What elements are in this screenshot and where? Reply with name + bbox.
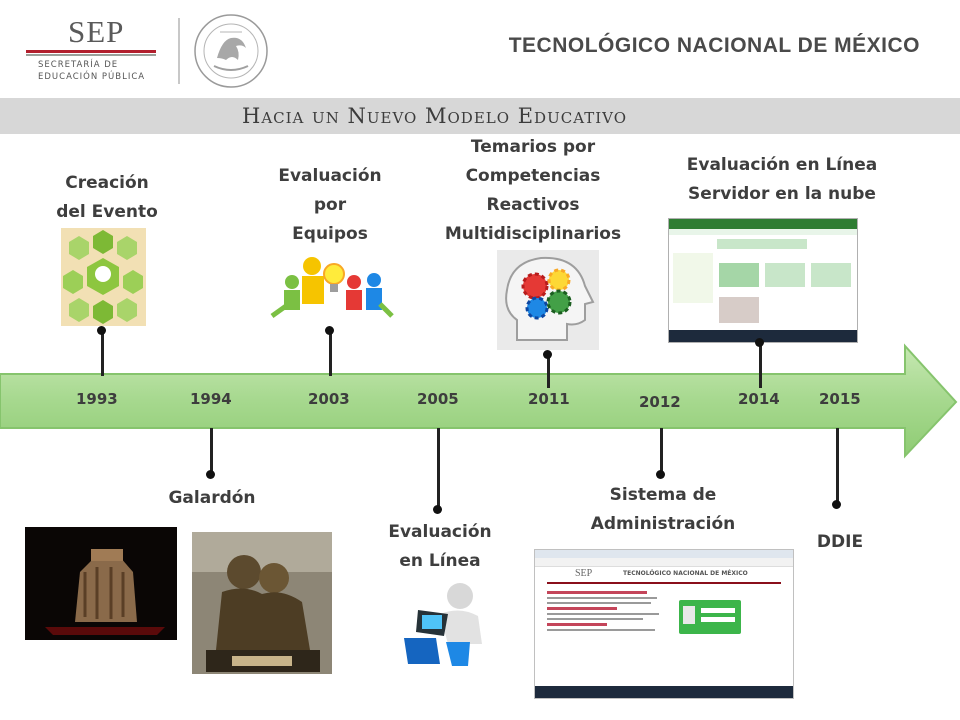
sep-logo — [18, 14, 168, 86]
cloud-server-screenshot — [668, 218, 858, 343]
event-2012-label — [578, 481, 748, 539]
admin-sep-logo: SEP — [575, 568, 593, 579]
mexico-seal-icon — [192, 12, 270, 90]
banner-title: Hacia un Nuevo Modelo Educativo — [242, 104, 627, 128]
team-puzzle-icon — [242, 246, 422, 324]
admin-header-rule — [547, 582, 781, 584]
event-1993-dot — [97, 326, 106, 335]
event-2005-stem — [437, 428, 440, 510]
event-2003-label — [265, 162, 395, 249]
event-1993-line1: Creación — [65, 173, 149, 193]
event-2014-label — [674, 151, 890, 209]
admin-login-panel — [679, 600, 741, 634]
event-1994-label: Galardón — [168, 488, 256, 508]
year-1993: 1993 — [76, 390, 118, 408]
event-2011-label — [430, 133, 636, 249]
event-2005-line1: Evaluación — [388, 522, 492, 542]
institution-name: TECNOLÓGICO NACIONAL DE MÉXICO — [508, 34, 920, 57]
event-2014-line1: Evaluación en Línea — [686, 155, 878, 175]
event-2011-line1: Temarios por — [470, 137, 596, 157]
hexagon-science-icon — [61, 228, 146, 326]
year-2015: 2015 — [819, 390, 861, 408]
event-2003-stem — [329, 330, 332, 376]
team-puzzle-image — [242, 246, 422, 324]
event-1993-label — [52, 169, 162, 227]
cloud-thumbnail — [719, 297, 759, 323]
event-2015-dot — [832, 500, 841, 509]
cloud-header-band — [717, 239, 807, 249]
event-2005-label — [378, 518, 502, 576]
event-2014-line2: Servidor en la nube — [688, 184, 876, 204]
event-2003-line1: Evaluación — [278, 166, 382, 186]
event-2003-dot — [325, 326, 334, 335]
admin-taskbar — [535, 686, 793, 698]
head-gears-image — [497, 250, 599, 350]
sep-gray-rule — [26, 54, 156, 56]
trophy-photo-1 — [25, 527, 177, 640]
cloud-sidebar — [673, 253, 713, 303]
event-2012-line2: Administración — [590, 514, 736, 534]
sep-logo-text: SEP — [68, 14, 125, 49]
event-2011-line3: Reactivos — [486, 195, 580, 215]
event-2014-stem — [759, 346, 762, 388]
event-2003-line2: por — [313, 195, 347, 215]
event-2012-line1: Sistema de — [609, 485, 717, 505]
header-divider — [178, 18, 180, 84]
year-2012: 2012 — [639, 393, 681, 411]
year-1994: 1994 — [190, 390, 232, 408]
event-2005-line2: en Línea — [399, 551, 481, 571]
year-2011: 2011 — [528, 390, 570, 408]
cloud-browser-bar — [669, 219, 857, 229]
sep-red-rule — [26, 50, 156, 53]
year-2014: 2014 — [738, 390, 780, 408]
admin-user-avatar-icon — [683, 606, 695, 624]
event-2012-dot — [656, 470, 665, 479]
sep-subtitle-line2: EDUCACIÓN PÚBLICA — [38, 72, 146, 82]
event-1993-stem — [101, 330, 104, 376]
event-2011-line2: Competencias — [465, 166, 601, 186]
hexagon-science-image — [61, 228, 146, 326]
event-1994-dot — [206, 470, 215, 479]
event-2011-dot — [543, 350, 552, 359]
event-2003-line3: Equipos — [292, 224, 368, 244]
year-2003: 2003 — [308, 390, 350, 408]
event-2011-stem — [547, 354, 550, 388]
event-2011-line4: Multidisciplinarios — [444, 224, 622, 244]
admin-browser-tabs — [535, 550, 793, 558]
event-1993-line2: del Evento — [56, 202, 158, 222]
event-2014-dot — [755, 338, 764, 347]
sep-subtitle-line1: SECRETARÍA DE — [38, 60, 119, 70]
admin-address-bar — [535, 558, 793, 567]
head-gears-icon — [497, 250, 599, 350]
pyramid-trophy-icon — [25, 527, 177, 640]
event-2012-stem — [660, 428, 663, 476]
bronze-statue-icon — [192, 532, 332, 674]
admin-header-title: TECNOLÓGICO NACIONAL DE MÉXICO — [623, 570, 748, 577]
person-laptop-icon — [396, 580, 492, 670]
event-2015-label: DDIE — [816, 532, 864, 552]
page-header — [0, 0, 960, 100]
admin-text-block — [547, 588, 665, 654]
trophy-photo-2 — [192, 532, 332, 674]
person-laptop-image — [396, 580, 492, 670]
timeline-arrow — [0, 340, 960, 460]
event-2015-stem — [836, 428, 839, 504]
admin-system-screenshot — [534, 549, 794, 699]
year-2005: 2005 — [417, 390, 459, 408]
event-1994-stem — [210, 428, 213, 474]
event-2005-dot — [433, 505, 442, 514]
